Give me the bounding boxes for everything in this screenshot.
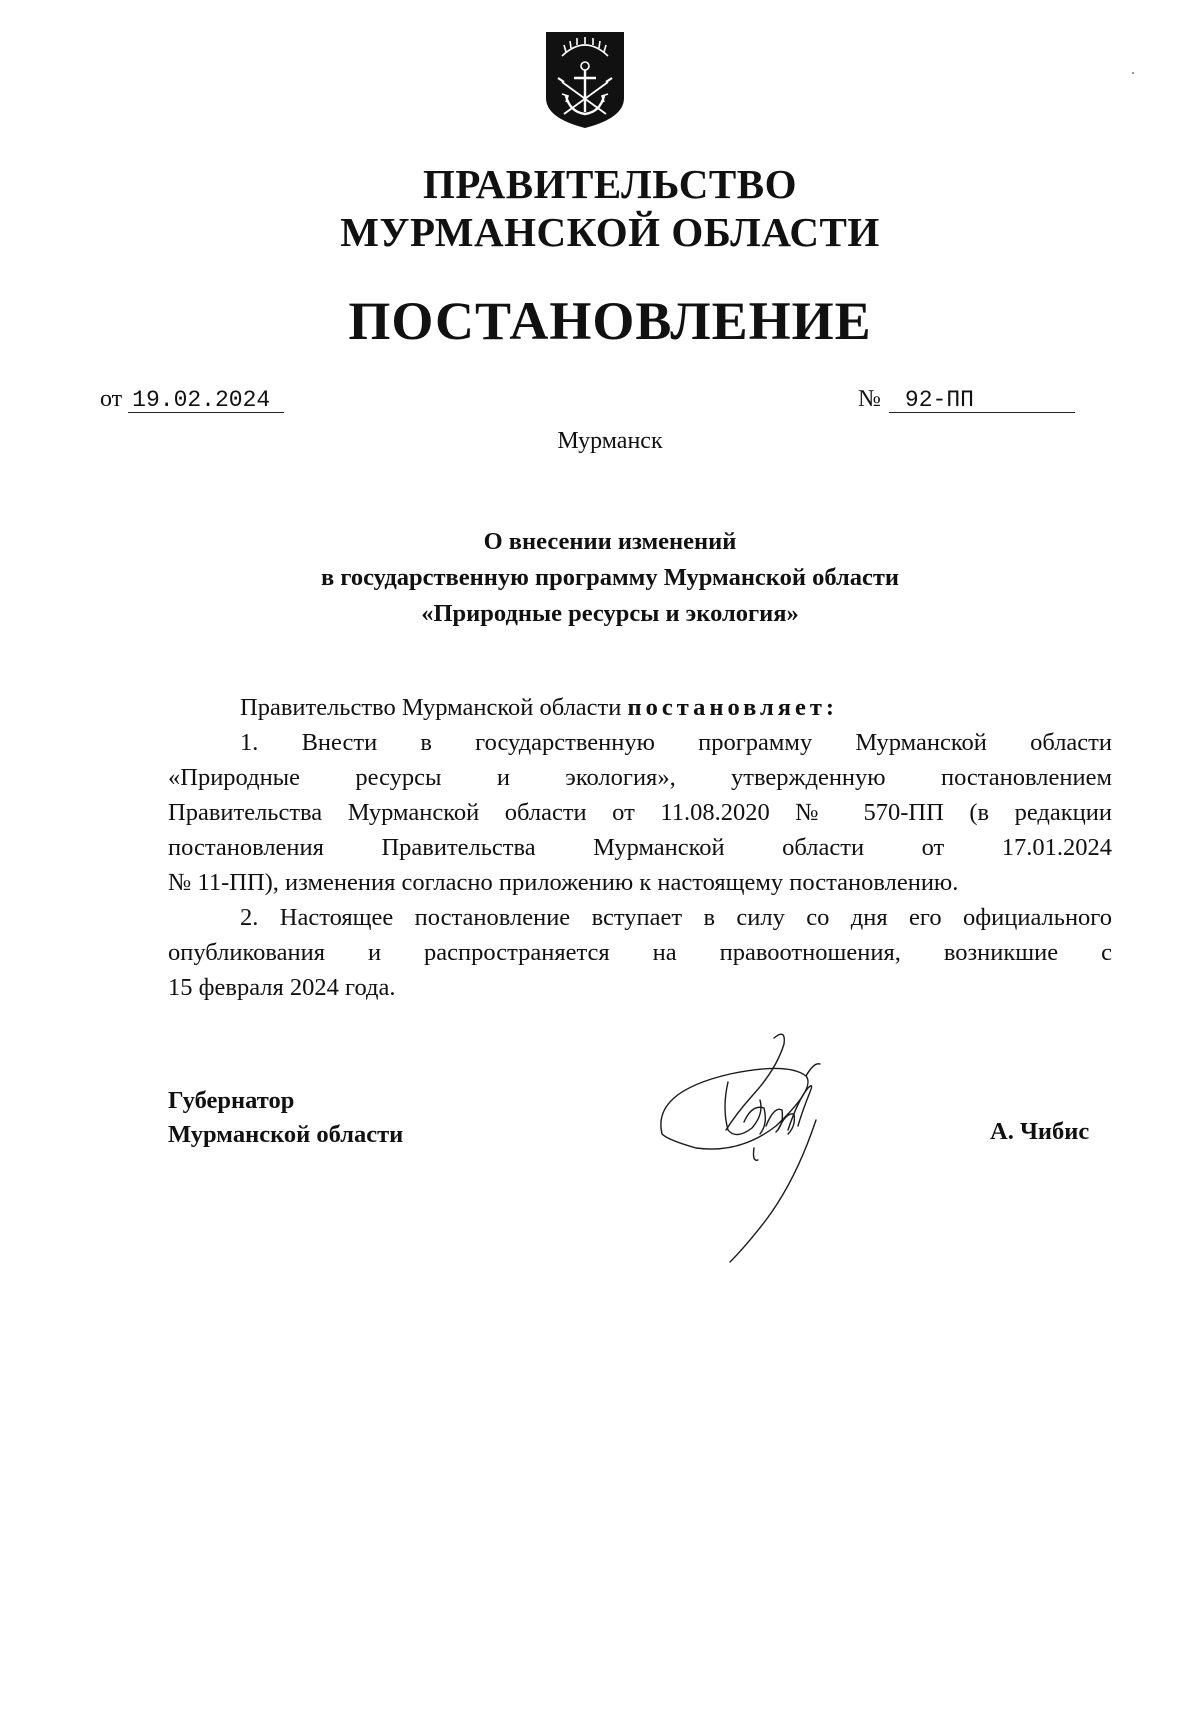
subject-line-3: «Природные ресурсы и экология» <box>421 600 799 627</box>
handwritten-signature-icon <box>656 1030 896 1270</box>
city-name: Мурманск <box>557 428 663 454</box>
signatory-title-line-1: Губернатор <box>168 1087 295 1114</box>
paragraph-item-2 <box>168 900 1112 1005</box>
document-number <box>858 386 1075 413</box>
document-body <box>168 690 1112 1005</box>
signatory-title-line-2: Мурманской области <box>168 1121 404 1148</box>
subject-line-2: в государственную программу Мурманской области <box>321 564 899 591</box>
item-1-line: 1. Внести в государственную программу Мурманской области <box>240 729 1112 756</box>
number-prefix: № <box>858 386 881 412</box>
document-date <box>100 386 284 413</box>
preamble-text: Правительство Мурманской области <box>240 694 628 721</box>
murmansk-coat-of-arms-icon <box>544 30 626 130</box>
date-value: 19.02.2024 <box>128 388 284 413</box>
preamble-action: постановляет: <box>627 694 839 721</box>
item-1-line: № 11-ПП), изменения согласно приложению к настоящему постановлению. <box>168 869 959 896</box>
organization-name-line-2: МУРМАНСКОЙ ОБЛАСТИ <box>340 209 880 255</box>
date-prefix: от <box>100 386 123 412</box>
subject-line-1: О внесении изменений <box>483 528 737 555</box>
scan-speck <box>1132 72 1134 74</box>
signatory-title <box>168 1084 403 1152</box>
item-1-line: «Природные ресурсы и экология», утвержденную постановлением <box>168 764 1112 791</box>
document-subject <box>10 524 1200 632</box>
item-2-line: 2. Настоящее постановление вступает в силу со дня его официального <box>240 904 1112 931</box>
item-2-line: 15 февраля 2024 года. <box>168 974 396 1001</box>
item-2-line: опубликования и распространяется на правоотношения, возникшие с <box>168 939 1112 966</box>
number-value: 92-ПП <box>889 388 1075 413</box>
item-1-line: постановления Правительства Мурманской области от 17.01.2024 <box>168 834 1112 861</box>
organization-name-line-1: ПРАВИТЕЛЬСТВО <box>422 161 798 207</box>
document-type-title: ПОСТАНОВЛЕНИЕ <box>348 291 872 351</box>
preamble <box>168 690 1112 725</box>
item-1-line: Правительства Мурманской области от 11.08.2020 № 570-ПП (в редакции <box>168 799 1112 826</box>
paragraph-item-1 <box>168 725 1112 900</box>
signatory-name: А. Чибис <box>990 1118 1090 1145</box>
